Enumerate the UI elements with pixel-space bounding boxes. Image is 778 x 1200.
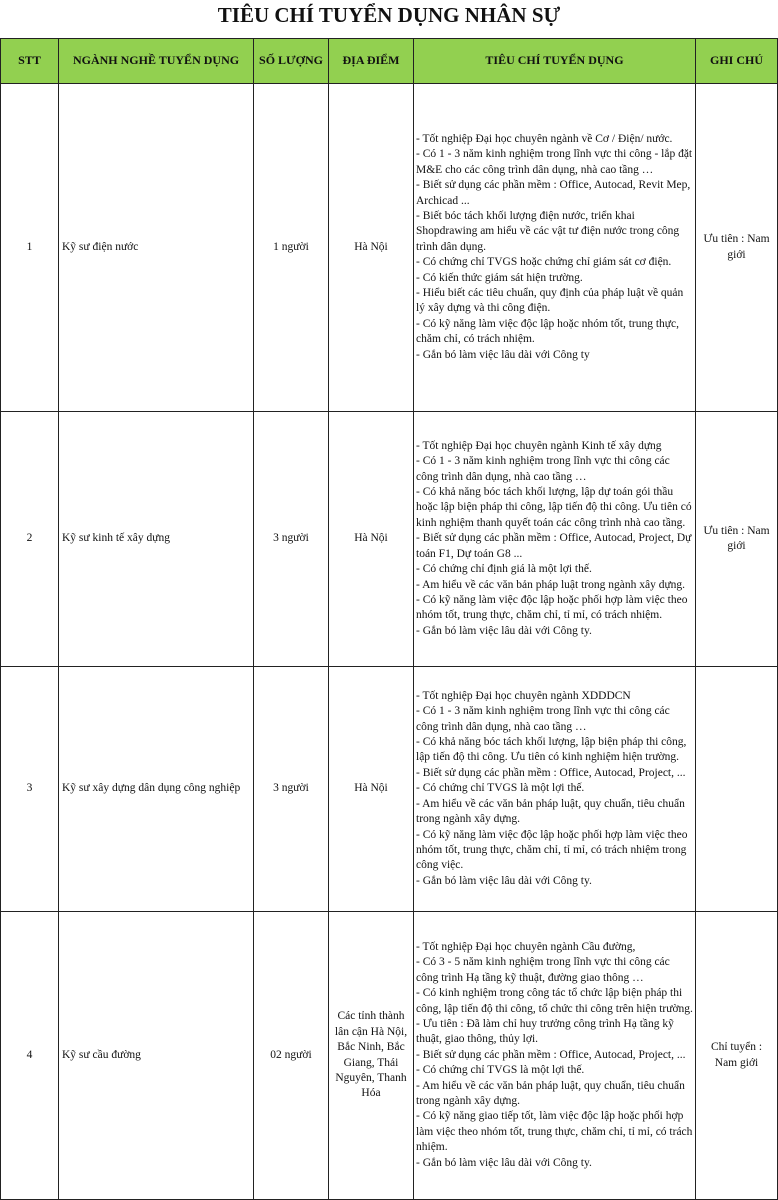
row-location: Các tỉnh thành lân cận Hà Nội, Bắc Ninh, Bắc Giang, Thái Nguyên, Thanh Hóa	[329, 912, 414, 1200]
row-stt: 2	[1, 412, 59, 667]
table-row	[1, 912, 778, 1200]
row-position: Kỹ sư điện nước	[59, 84, 254, 412]
criteria-line: - Gắn bó làm việc lâu dài với Công ty.	[416, 624, 592, 637]
row-location: Hà Nội	[329, 667, 414, 912]
row-stt: 1	[1, 84, 59, 412]
criteria-line: - Có kỹ năng làm việc độc lập hoặc phối hợp làm việc theo nhóm tốt, trung thực, chăm chỉ, tỉ mỉ, có trách nhiệm trong công việc.	[416, 828, 688, 872]
header-row	[1, 39, 778, 84]
table-row	[1, 412, 778, 667]
criteria-line: - Gắn bó làm việc lâu dài với Công ty	[416, 348, 590, 361]
row-position: Kỹ sư kinh tế xây dựng	[59, 412, 254, 667]
row-note: Chỉ tuyển : Nam giới	[696, 912, 778, 1200]
criteria-line: - Có khả năng bóc tách khối lượng, lập biện pháp thi công, lập tiến độ thi công. Ưu tiên có kinh nghiệm hiện trường.	[416, 736, 687, 764]
row-quantity: 3 người	[254, 412, 329, 667]
table-row	[1, 84, 778, 412]
col-header-quantity: SỐ LƯỢNG	[254, 39, 329, 84]
criteria-line: - Có chứng chỉ TVGS là một lợi thế.	[416, 782, 585, 795]
row-position: Kỹ sư cầu đường	[59, 912, 254, 1200]
criteria-line: - Tốt nghiệp Đại học chuyên ngành Cầu đường,	[416, 940, 636, 953]
criteria-line: - Biết sử dụng các phần mềm : Office, Autocad, Revit Mep, Archicad ...	[416, 179, 691, 207]
row-location: Hà Nội	[329, 84, 414, 412]
recruitment-table	[0, 38, 778, 1200]
criteria-line: - Tốt nghiệp Đại học chuyên ngành XDDDCN	[416, 689, 631, 702]
criteria-line: - Hiểu biết các tiêu chuẩn, quy định của pháp luật về quản lý xây dựng và thi công điện.	[416, 287, 684, 315]
row-criteria	[414, 84, 696, 412]
criteria-line: - Biết sử dụng các phần mềm : Office, Autocad, Project, Dự toán F1, Dự toán G8 ...	[416, 532, 692, 560]
criteria-line: - Có kiến thức giám sát hiện trường.	[416, 271, 583, 284]
criteria-line: - Gắn bó làm việc lâu dài với Công ty.	[416, 1156, 592, 1169]
criteria-line: - Biết sử dụng các phần mềm : Office, Autocad, Project, ...	[416, 766, 686, 779]
row-quantity: 02 người	[254, 912, 329, 1200]
row-quantity: 3 người	[254, 667, 329, 912]
row-criteria	[414, 412, 696, 667]
row-position: Kỹ sư xây dựng dân dụng công nghiệp	[59, 667, 254, 912]
table-row	[1, 667, 778, 912]
criteria-line: - Có 1 - 3 năm kinh nghiệm trong lĩnh vực thi công các công trình dân dụng, nhà cao tầng …	[416, 455, 670, 483]
criteria-line: - Có kỹ năng làm việc độc lập hoặc nhóm tốt, trung thực, chăm chỉ, có trách nhiệm.	[416, 317, 680, 346]
criteria-line: - Ưu tiên : Đã làm chỉ huy trưởng công trình Hạ tầng kỹ thuật, giao thông, thủy lợi.	[416, 1017, 674, 1046]
row-note: Ưu tiên : Nam giới	[696, 412, 778, 667]
criteria-line: - Gắn bó làm việc lâu dài với Công ty.	[416, 874, 592, 887]
col-header-location: ĐỊA ĐIỂM	[329, 39, 414, 84]
row-stt: 4	[1, 912, 59, 1200]
criteria-line: - Có kỹ năng giao tiếp tốt, làm việc độc lập hoặc phối hợp làm việc theo nhóm tốt, trung thực, chăm chỉ, tỉ mỉ, có trách nhiệm.	[416, 1110, 693, 1154]
row-criteria	[414, 912, 696, 1200]
criteria-line: - Có 1 - 3 năm kinh nghiệm trong lĩnh vực thi công - lắp đặt M&E cho các công trình dân dụng, nhà cao tầng …	[416, 148, 693, 176]
row-location: Hà Nội	[329, 412, 414, 667]
criteria-line: - Tốt nghiệp Đại học chuyên ngành về Cơ / Điện/ nước.	[416, 132, 673, 145]
criteria-line: - Có kinh nghiệm trong công tác tổ chức lập biện pháp thi công, lập tiến độ thi công, tổ chức thi công trên hiện trường.	[416, 987, 693, 1015]
page-title: TIÊU CHÍ TUYỂN DỤNG NHÂN SỰ	[217, 3, 561, 27]
row-quantity: 1 người	[254, 84, 329, 412]
criteria-line: - Am hiểu về các văn bản pháp luật, quy chuẩn, tiêu chuẩn trong ngành xây dựng.	[416, 797, 685, 826]
criteria-line: - Am hiểu về các văn bản pháp luật, quy chuẩn, tiêu chuẩn trong ngành xây dựng.	[416, 1079, 685, 1108]
criteria-line: - Tốt nghiệp Đại học chuyên ngành Kinh tế xây dựng	[416, 439, 662, 452]
col-header-note: GHI CHÚ	[696, 39, 778, 84]
row-criteria	[414, 667, 696, 912]
criteria-line: - Biết sử dụng các phần mềm : Office, Autocad, Project, ...	[416, 1048, 686, 1061]
row-note: Ưu tiên : Nam giới	[696, 84, 778, 412]
col-header-criteria: TIÊU CHÍ TUYỂN DỤNG	[414, 39, 696, 84]
criteria-line: - Có chứng chỉ TVGS là một lợi thế.	[416, 1064, 585, 1077]
criteria-line: - Có 1 - 3 năm kinh nghiệm trong lĩnh vực thi công các công trình dân dụng, nhà cao tầng …	[416, 705, 670, 733]
row-stt: 3	[1, 667, 59, 912]
criteria-line: - Có chứng chỉ TVGS hoặc chứng chỉ giám sát cơ điện.	[416, 256, 672, 269]
criteria-line: - Có kỹ năng làm việc độc lập hoặc phối hợp làm việc theo nhóm tốt, trung thực, chăm chỉ, tỉ mỉ, có trách nhiệm.	[416, 593, 688, 622]
col-header-position: NGÀNH NGHỀ TUYỂN DỤNG	[59, 39, 254, 84]
criteria-line: - Có khả năng bóc tách khối lượng, lập dự toán gói thầu hoặc lập biện pháp thi công, lập tiến độ thi công. Ưu tiên có kinh nghiệm thanh quyết toán các công trình nhà cao tầng.	[416, 486, 692, 529]
row-note	[696, 667, 778, 912]
criteria-line: - Am hiểu về các văn bản pháp luật trong ngành xây dựng.	[416, 578, 686, 591]
criteria-line: - Có chứng chỉ định giá là một lợi thế.	[416, 563, 592, 576]
col-header-stt: STT	[1, 39, 59, 84]
criteria-line: - Biết bóc tách khối lượng điện nước, triển khai Shopdrawing am hiểu về các vật tư điện nước trong công trình dân dụng.	[416, 209, 680, 253]
criteria-line: - Có 3 - 5 năm kinh nghiệm trong lĩnh vực thi công các công trình Hạ tầng kỹ thuật, đường giao thông …	[416, 956, 670, 984]
